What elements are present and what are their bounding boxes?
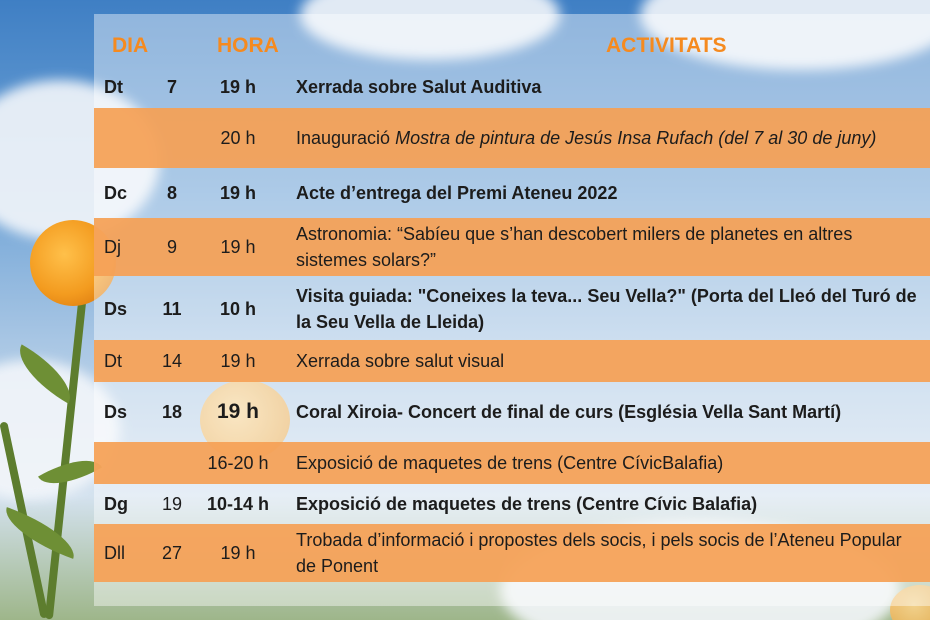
row-time: 19 h [219,182,257,203]
row-date: 8 [166,182,177,203]
table-row [94,280,930,338]
row-activity: Xerrada sobre salut visual [296,351,505,371]
row-day: Ds [104,401,128,422]
row-date: 18 [161,401,183,422]
row-day: Dg [104,493,128,514]
table-row [94,218,930,276]
row-day: Dll [104,542,125,563]
row-day [104,108,144,168]
row-time: 19 h [219,76,257,97]
row-time: 20 h [220,127,256,148]
row-activity [296,108,921,168]
row-date: 9 [166,236,177,257]
row-time: 19 h [220,350,256,371]
row-day: Dc [104,182,128,203]
row-time: 10-14 h [206,493,270,514]
header-dia: DIA [112,34,149,57]
activity-prefix: Inauguració [296,128,396,148]
row-activity: Xerrada sobre Salut Auditiva [296,77,542,97]
row-day [104,442,144,484]
row-day: Dt [104,76,123,97]
table-row [94,524,930,582]
header-activitats: ACTIVITATS [606,34,727,57]
row-day: Dt [104,350,122,371]
row-activity: Trobada d’informació i propostes dels socis, i pels socis de l’Ateneu Popular de Ponent [296,530,902,576]
row-date: 19 [161,493,183,514]
table-row [94,486,930,522]
row-day: Dj [104,236,121,257]
table-row [94,442,930,484]
row-activity: Visita guiada: "Coneixes la teva... Seu Vella?" (Porta del Lleó del Turó de la Seu Vella de Lleida) [296,286,917,332]
header-hora: HORA [217,34,279,57]
row-date [150,108,194,168]
row-time: 10 h [219,298,257,319]
row-date: 27 [161,542,183,563]
row-activity: Coral Xiroia- Concert de final de curs (Església Vella Sant Martí) [296,402,842,422]
row-time: 19 h [220,542,256,563]
table-row [94,68,930,106]
row-activity: Acte d’entrega del Premi Ateneu 2022 [296,183,618,203]
row-time: 19 h [216,400,260,423]
row-time: 16-20 h [207,452,269,473]
row-date: 11 [162,298,182,319]
row-activity: Exposició de maquetes de trens (Centre Cívic Balafia) [296,494,758,514]
row-date: 7 [166,76,177,97]
leaf [0,507,82,559]
table-row [94,340,930,382]
row-date [150,442,194,484]
row-activity: Astronomia: “Sabíeu que s’han descobert milers de planetes en altres sistemes solars?” [296,224,853,270]
row-day: Ds [104,298,128,319]
row-activity: Exposició de maquetes de trens (Centre CívicBalafia) [296,453,724,473]
table-row [94,172,930,214]
row-time: 19 h [220,236,256,257]
table-row [94,108,930,168]
row-date: 14 [161,350,183,371]
table-row [94,386,930,438]
activity-italic: Mostra de pintura de Jesús Insa Rufach (del 7 al 30 de juny) [395,128,877,148]
